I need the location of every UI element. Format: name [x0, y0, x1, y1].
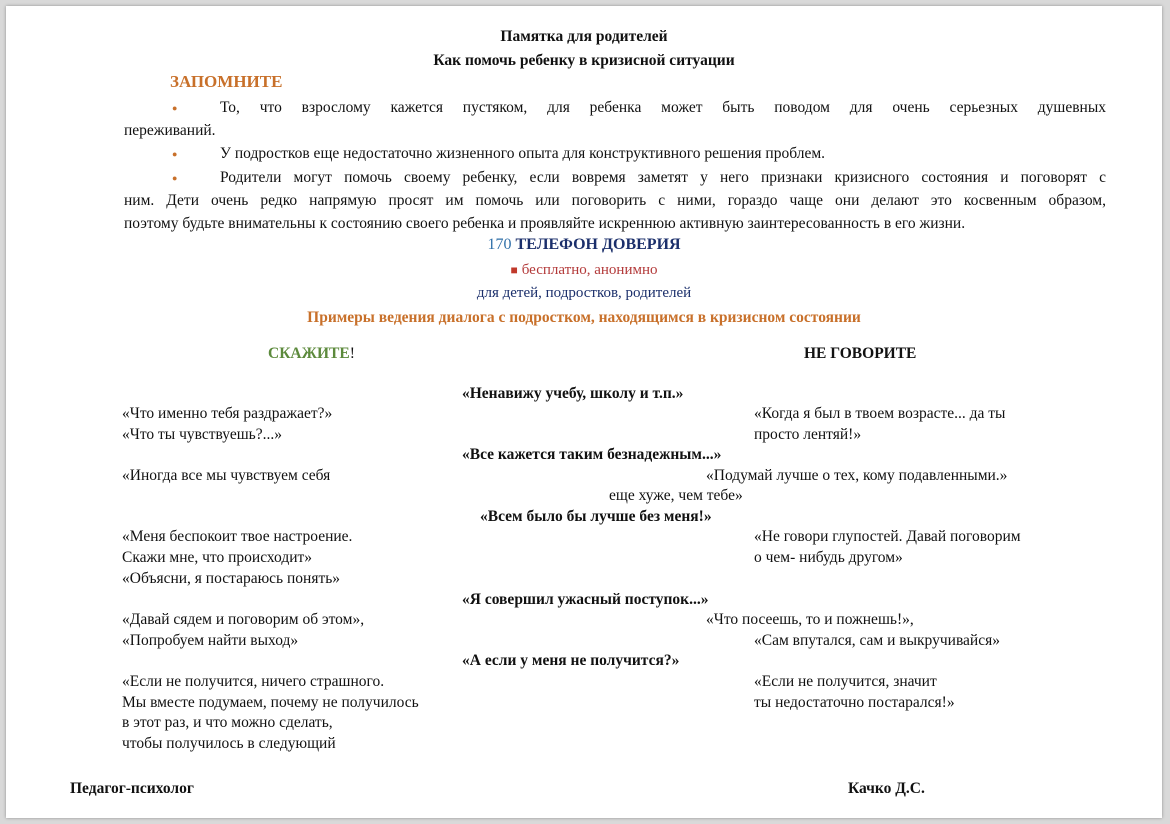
dont-line: еще хуже, чем тебе» [609, 487, 743, 504]
dont-line: «Подумай лучше о тех, кому подавленными.» [706, 467, 1008, 484]
dont-line: просто лентяй!» [754, 426, 862, 443]
remember-heading: ЗАПОМНИТЕ [170, 72, 283, 91]
say-line: «Попробуем найти выход» [122, 632, 299, 649]
document-page [6, 6, 1162, 818]
say-heading [268, 345, 355, 363]
dont-line: ты недостаточно постарался!» [754, 694, 955, 711]
bullet-icon: ● [172, 103, 178, 113]
say-line: «Иногда все мы чувствуем себя [122, 467, 331, 484]
hotline [6, 236, 1162, 254]
say-heading-label: СКАЖИТЕ [268, 345, 350, 362]
hotline-number: 170 [487, 236, 512, 253]
hotline-audience: для детей, подростков, родителей [476, 285, 692, 301]
bullet-icon: ● [172, 149, 178, 159]
say-line: в этот раз, и что можно сделать, [122, 714, 333, 731]
hotline-label: ТЕЛЕФОН ДОВЕРИЯ [515, 236, 681, 253]
author-name: Качко Д.С. [848, 780, 925, 797]
remember-item-2-line-1: У подростков еще недостаточно жизненного опыта для конструктивного решения проблем. [220, 145, 826, 162]
say-heading-suffix: ! [349, 345, 355, 362]
say-line: «Объясни, я постараюсь понять» [122, 570, 341, 587]
bullet-icon: ● [172, 173, 178, 183]
dont-heading: НЕ ГОВОРИТЕ [804, 345, 917, 362]
dont-line: «Если не получится, значит [754, 673, 937, 690]
hotline-free [6, 261, 1162, 279]
remember-item-3-line-2: ним. Дети очень редко напрямую просят им помочь или поговорить с ними, гораздо чаще они делают это косвенным образом, [124, 192, 1106, 209]
say-line: Скажи мне, что происходит» [122, 549, 313, 566]
dialog-phrase: «Все кажется таким безнадежным...» [462, 446, 722, 463]
say-line: «Что именно тебя раздражает?» [122, 405, 333, 422]
dialog-phrase: «Всем было бы лучше без меня!» [480, 508, 712, 525]
remember-item-3-line-3: поэтому будьте внимательны к состоянию своего ребенка и проявляйте искреннюю активную заинтересованность в его жизни. [124, 215, 966, 232]
say-line: Мы вместе подумаем, почему не получилось [122, 694, 419, 711]
remember-item-3-line-1: Родители могут помочь своему ребенку, если вовремя заметят у него признаки кризисного состояния и поговорят с [220, 169, 1106, 186]
say-line: «Что ты чувствуешь?...» [122, 426, 282, 443]
dont-line: «Когда я был в твоем возрасте... да ты [754, 405, 1006, 422]
author-position: Педагог-психолог [70, 780, 194, 797]
page-subtitle: Как помочь ребенку в кризисной ситуации [433, 52, 735, 69]
square-bullet-icon: ■ [510, 263, 518, 277]
remember-item-1-line-2: переживаний. [124, 122, 216, 139]
say-line: чтобы получилось в следующий [122, 735, 336, 752]
dialog-phrase: «Ненавижу учебу, школу и т.п.» [462, 385, 684, 402]
dialog-phrase: «Я совершил ужасный поступок...» [462, 591, 709, 608]
dialog-phrase: «А если у меня не получится?» [462, 652, 680, 669]
remember-item-1-line-1: То, что взрослому кажется пустяком, для ребенка может быть поводом для очень серьезных душевных [220, 99, 1106, 116]
dont-line: «Сам впутался, сам и выкручивайся» [754, 632, 1000, 649]
dont-line: «Не говори глупостей. Давай поговорим [754, 528, 1021, 545]
say-line: «Меня беспокоит твое настроение. [122, 528, 353, 545]
dont-line: о чем- нибудь другом» [754, 549, 903, 566]
dont-line: «Что посеешь, то и пожнешь!», [706, 611, 914, 628]
page-title: Памятка для родителей [500, 28, 668, 45]
examples-title: Примеры ведения диалога с подростком, находящимся в кризисном состоянии [307, 309, 861, 326]
say-line: «Давай сядем и поговорим об этом», [122, 611, 365, 628]
say-line: «Если не получится, ничего страшного. [122, 673, 385, 690]
hotline-free-text: бесплатно, анонимно [521, 262, 658, 278]
